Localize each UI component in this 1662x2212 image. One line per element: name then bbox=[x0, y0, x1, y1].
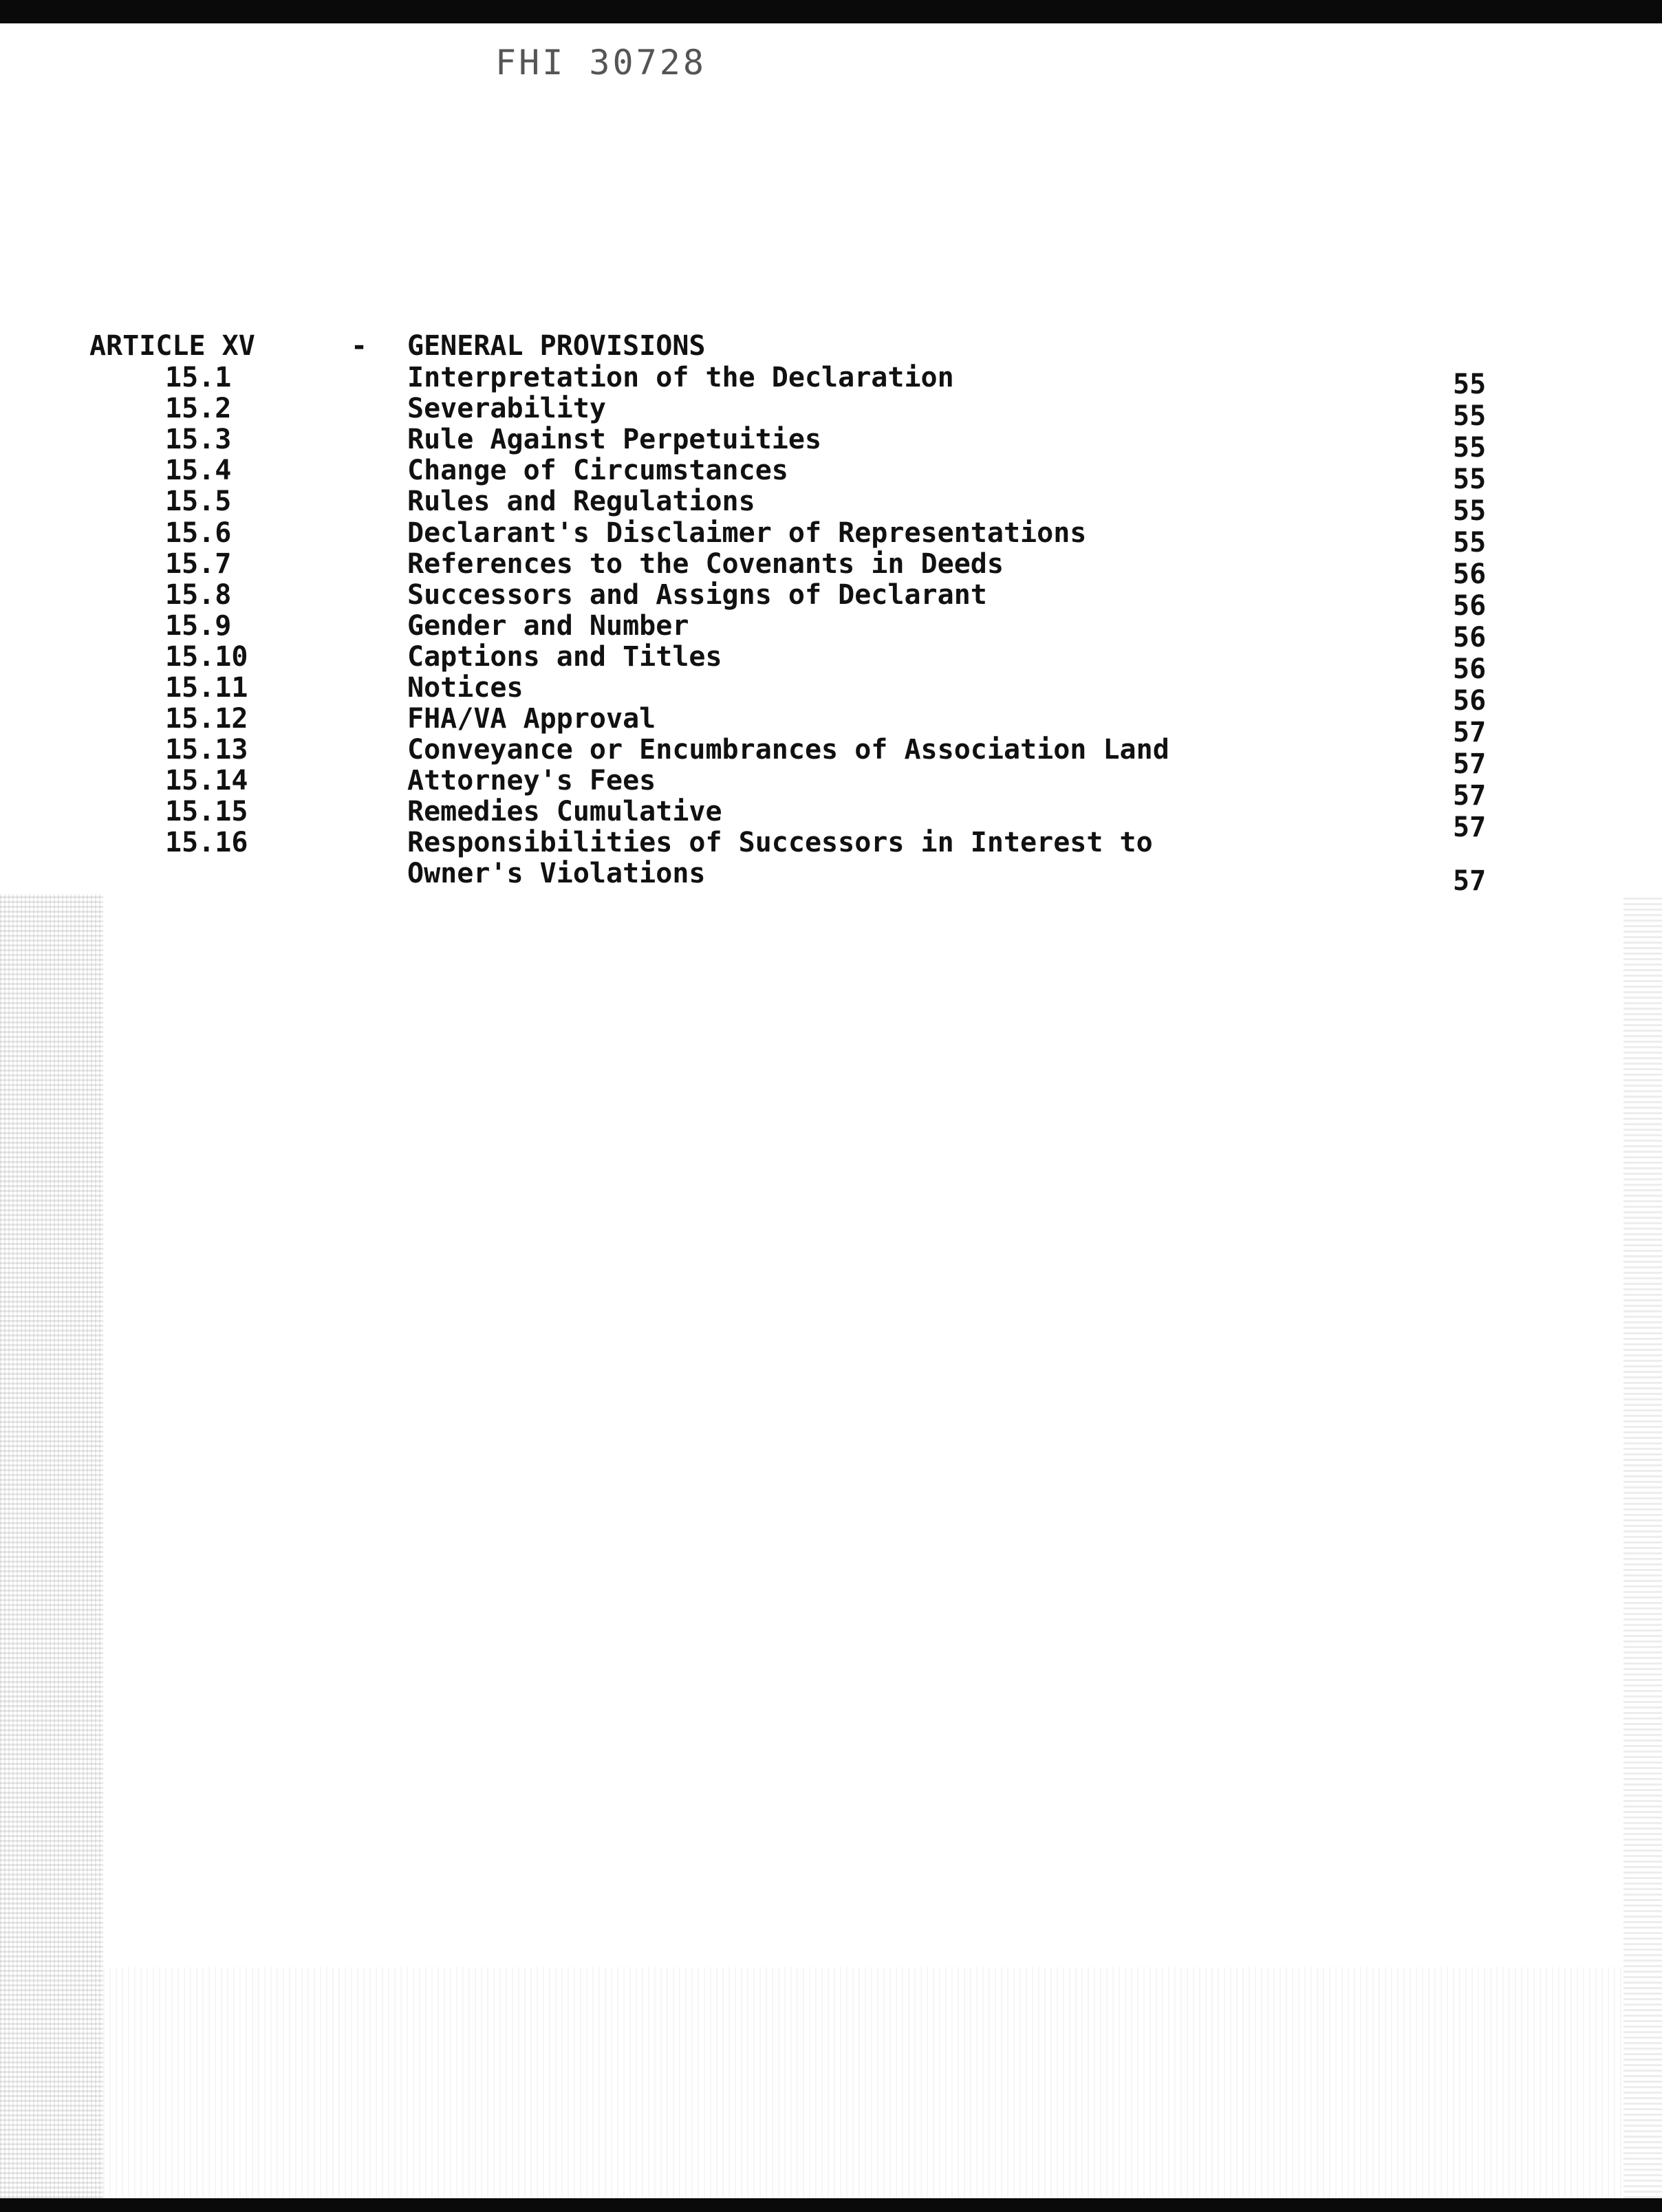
section-title: Attorney's Fees bbox=[407, 765, 656, 796]
page-number: 56 bbox=[1453, 559, 1487, 590]
section-number: 15.4 bbox=[165, 455, 232, 486]
section-number: 15.10 bbox=[165, 641, 248, 673]
section-number: 15.5 bbox=[165, 486, 232, 517]
section-number: 15.9 bbox=[165, 610, 232, 642]
section-title: Severability bbox=[407, 393, 606, 424]
page-number: 55 bbox=[1453, 400, 1487, 432]
page-number: 55 bbox=[1453, 464, 1487, 495]
section-title: Rule Against Perpetuities bbox=[407, 424, 822, 455]
left-scan-noise bbox=[0, 894, 103, 2198]
article-label: ARTICLE XV bbox=[89, 330, 255, 362]
page-number: 57 bbox=[1453, 865, 1487, 897]
section-number: 15.8 bbox=[165, 579, 232, 611]
section-title: Notices bbox=[407, 672, 524, 704]
document-stamp: FHI 30728 bbox=[495, 43, 706, 83]
section-number: 15.14 bbox=[165, 765, 248, 796]
page-number: 55 bbox=[1453, 495, 1487, 527]
section-title: Remedies Cumulative bbox=[407, 796, 722, 827]
section-number: 15.7 bbox=[165, 548, 232, 580]
page-number: 55 bbox=[1453, 369, 1487, 400]
section-title: FHA/VA Approval bbox=[407, 703, 656, 735]
section-number: 15.16 bbox=[165, 827, 248, 858]
section-title: Interpretation of the Declaration bbox=[407, 362, 954, 393]
section-title: Captions and Titles bbox=[407, 641, 722, 673]
section-number: 15.1 bbox=[165, 362, 232, 393]
page-number: 57 bbox=[1453, 748, 1487, 780]
page-number: 57 bbox=[1453, 780, 1487, 812]
top-scan-border bbox=[0, 0, 1662, 23]
section-title: Conveyance or Encumbrances of Association Land bbox=[407, 734, 1169, 766]
article-title: GENERAL PROVISIONS bbox=[407, 330, 706, 362]
bottom-scan-border bbox=[0, 2198, 1662, 2212]
section-title: Rules and Regulations bbox=[407, 486, 755, 517]
section-number: 15.11 bbox=[165, 672, 248, 704]
section-title: Change of Circumstances bbox=[407, 455, 788, 486]
page-number: 56 bbox=[1453, 590, 1487, 622]
page-number: 56 bbox=[1453, 653, 1487, 685]
section-title: Successors and Assigns of Declarant bbox=[407, 579, 987, 611]
section-number: 15.6 bbox=[165, 517, 232, 549]
section-title-continued: Owner's Violations bbox=[407, 858, 706, 889]
section-title: References to the Covenants in Deeds bbox=[407, 548, 1004, 580]
section-number: 15.15 bbox=[165, 796, 248, 827]
section-number: 15.13 bbox=[165, 734, 248, 766]
section-number: 15.12 bbox=[165, 703, 248, 735]
article-separator: - bbox=[351, 330, 368, 362]
section-title: Declarant's Disclaimer of Representations bbox=[407, 517, 1087, 549]
page-number: 56 bbox=[1453, 622, 1487, 653]
section-title: Responsibilities of Successors in Interest to bbox=[407, 827, 1153, 858]
right-scan-noise bbox=[1623, 894, 1662, 2198]
page-number: 57 bbox=[1453, 717, 1487, 748]
page-number: 57 bbox=[1453, 812, 1487, 843]
bottom-scan-noise bbox=[103, 1967, 1623, 2198]
page-number: 55 bbox=[1453, 432, 1487, 464]
page-number: 56 bbox=[1453, 685, 1487, 717]
section-number: 15.3 bbox=[165, 424, 232, 455]
section-title: Gender and Number bbox=[407, 610, 689, 642]
section-number: 15.2 bbox=[165, 393, 232, 424]
page-number: 55 bbox=[1453, 527, 1487, 559]
